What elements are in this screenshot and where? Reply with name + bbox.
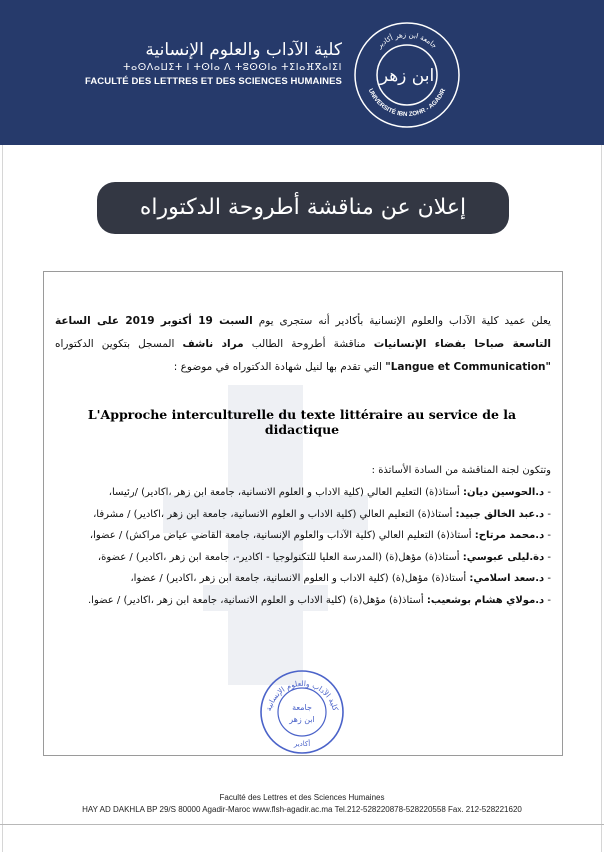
faculty-name-french: FACULTÉ DES LETTRES ET DES SCIENCES HUMAINES bbox=[84, 76, 342, 87]
member-name: د.سعد اسلامي: bbox=[469, 573, 545, 584]
faculty-name-block bbox=[42, 40, 342, 88]
header-banner bbox=[0, 0, 604, 145]
intro-part-4: التي تقدم بها لنيل شهادة الدكتوراه في موضوع : bbox=[173, 361, 382, 373]
student-name: مراد ناشف bbox=[182, 338, 244, 350]
member-name: د.مولاي هشام بوشعيب: bbox=[426, 594, 545, 606]
stamp-outer-text: كلية الآداب والعلوم الإنسانية bbox=[263, 678, 341, 712]
committee-member: - د.الحوسين ديان: أستاذ(ة) التعليم العالي (كلية الاداب و العلوم الانسانية، جامعة ابن زهر ،اكادير) /رئيسا، bbox=[108, 487, 551, 498]
page-frame-left bbox=[2, 145, 3, 852]
university-seal-logo bbox=[352, 20, 462, 130]
committee-member: - د.سعد اسلامي: أستاذ(ة) مؤهل(ة) (كلية الاداب و العلوم الانسانية، جامعة ابن زهر ،اكادير) / عضوا، bbox=[130, 573, 551, 584]
member-details: أستاذ(ة) مؤهل(ة) (المدرسة العليا للتكنولوجيا - اكادير-، جامعة ابن زهر ،اكادير) / عضوة، bbox=[97, 551, 460, 563]
committee-member: - د.محمد مرتاح: أستاذ(ة) التعليم العالي (كلية الآداب والعلوم الإنسانية، جامعة القاضي عياض مراكش) / عضوا، bbox=[89, 530, 551, 541]
official-stamp bbox=[258, 668, 346, 756]
member-details: أستاذ(ة) التعليم العالي (كلية الاداب و العلوم الانسانية، جامعة ابن زهر ،اكادير) /رئيسا، bbox=[108, 487, 460, 498]
committee-member: - دة.ليلى عبوسي: أستاذ(ة) مؤهل(ة) (المدرسة العليا للتكنولوجيا - اكادير-، جامعة ابن زهر ،اكادير) / عضوة، bbox=[97, 551, 551, 563]
stamp-inner-line-2: ابن زهر bbox=[289, 715, 315, 724]
footer-contact: HAY AD DAKHLA BP 29/S 80000 Agadir-Maroc www.flsh-agadir.ac.ma Tel.212-528220878-528220558 Fax. 212-528221620 bbox=[82, 805, 522, 814]
member-name: دة.ليلى عبوسي: bbox=[462, 551, 545, 563]
intro-part-3: المسجل بتكوين الدكتوراه bbox=[55, 338, 175, 350]
defense-date: السبت 19 أكتوبر 2019 على الساعة التاسعة صباحا بفضاء الإنسانيات bbox=[55, 315, 552, 350]
faculty-name-tifinagh: ⵜⴰⵙⴷⴰⵡⵉⵜ ⵏ ⵜⵙⵏⴰ ⴷ ⵜⵓⵙⵙⵏⴰ ⵜⵉⵏⴰⴼⴳⴰⵏⵉⵏ bbox=[123, 62, 342, 73]
footer-faculty: Faculté des Lettres et des Sciences Humaines bbox=[219, 793, 385, 802]
intro-part-1: يعلن عميد كلية الآداب والعلوم الإنسانية بأكادير أنه ستجرى يوم bbox=[258, 315, 551, 327]
seal-center-text: ابن زهر bbox=[379, 66, 435, 86]
committee-intro: وتتكون لجنة المناقشة من السادة الأساتذة : bbox=[371, 465, 551, 476]
member-details: أستاذ(ة) التعليم العالي (كلية الآداب والعلوم الإنسانية، جامعة القاضي عياض مراكش) / عضوا، bbox=[89, 530, 472, 541]
member-details: أستاذ(ة) التعليم العالي (كلية الاداب و العلوم الانسانية، جامعة ابن زهر ،اكادير) / مشرفا، bbox=[93, 508, 453, 520]
announcement-intro bbox=[55, 310, 551, 379]
announcement-title: إعلان عن مناقشة أطروحة الدكتوراه bbox=[97, 182, 509, 234]
thesis-title: L'Approche interculturelle du texte littéraire au service de la didactique bbox=[87, 407, 517, 437]
member-name: د.محمد مرتاح: bbox=[474, 530, 545, 541]
member-details: أستاذ(ة) مؤهل(ة) (كلية الاداب و العلوم الانسانية، جامعة ابن زهر ،اكادير) / عضوا. bbox=[87, 594, 424, 606]
stamp-inner-line-1: جامعة bbox=[292, 703, 312, 712]
seal-bottom-text: UNIVERSITÉ IBN ZOHR - AGADIR bbox=[366, 87, 448, 119]
member-name: د.عبد الخالق جبيد: bbox=[455, 508, 545, 520]
member-name: د.الحوسين ديان: bbox=[463, 487, 545, 498]
committee-section bbox=[55, 460, 551, 611]
member-details: أستاذ(ة) مؤهل(ة) (كلية الاداب و العلوم الانسانية، جامعة ابن زهر ،اكادير) / عضوا، bbox=[130, 573, 467, 584]
seal-top-text: جامعة ابن زهر أكادير bbox=[375, 30, 439, 50]
page-footer bbox=[0, 792, 604, 816]
faculty-name-arabic: كلية الآداب والعلوم الإنسانية bbox=[145, 40, 342, 60]
committee-member: - د.مولاي هشام بوشعيب: أستاذ(ة) مؤهل(ة) (كلية الاداب و العلوم الانسانية، جامعة ابن زهر ،اكادير) / عضوا. bbox=[87, 594, 551, 606]
doctoral-program: "Langue et Communication" bbox=[385, 361, 551, 373]
intro-part-2: مناقشة أطروحة الطالب bbox=[251, 338, 366, 350]
committee-member: - د.عبد الخالق جبيد: أستاذ(ة) التعليم العالي (كلية الاداب و العلوم الانسانية، جامعة ابن زهر ،اكادير) / مشرفا، bbox=[93, 508, 551, 520]
footer-divider bbox=[0, 824, 604, 825]
page-frame-right bbox=[601, 145, 602, 852]
stamp-bottom-text: أكادير bbox=[293, 740, 311, 748]
